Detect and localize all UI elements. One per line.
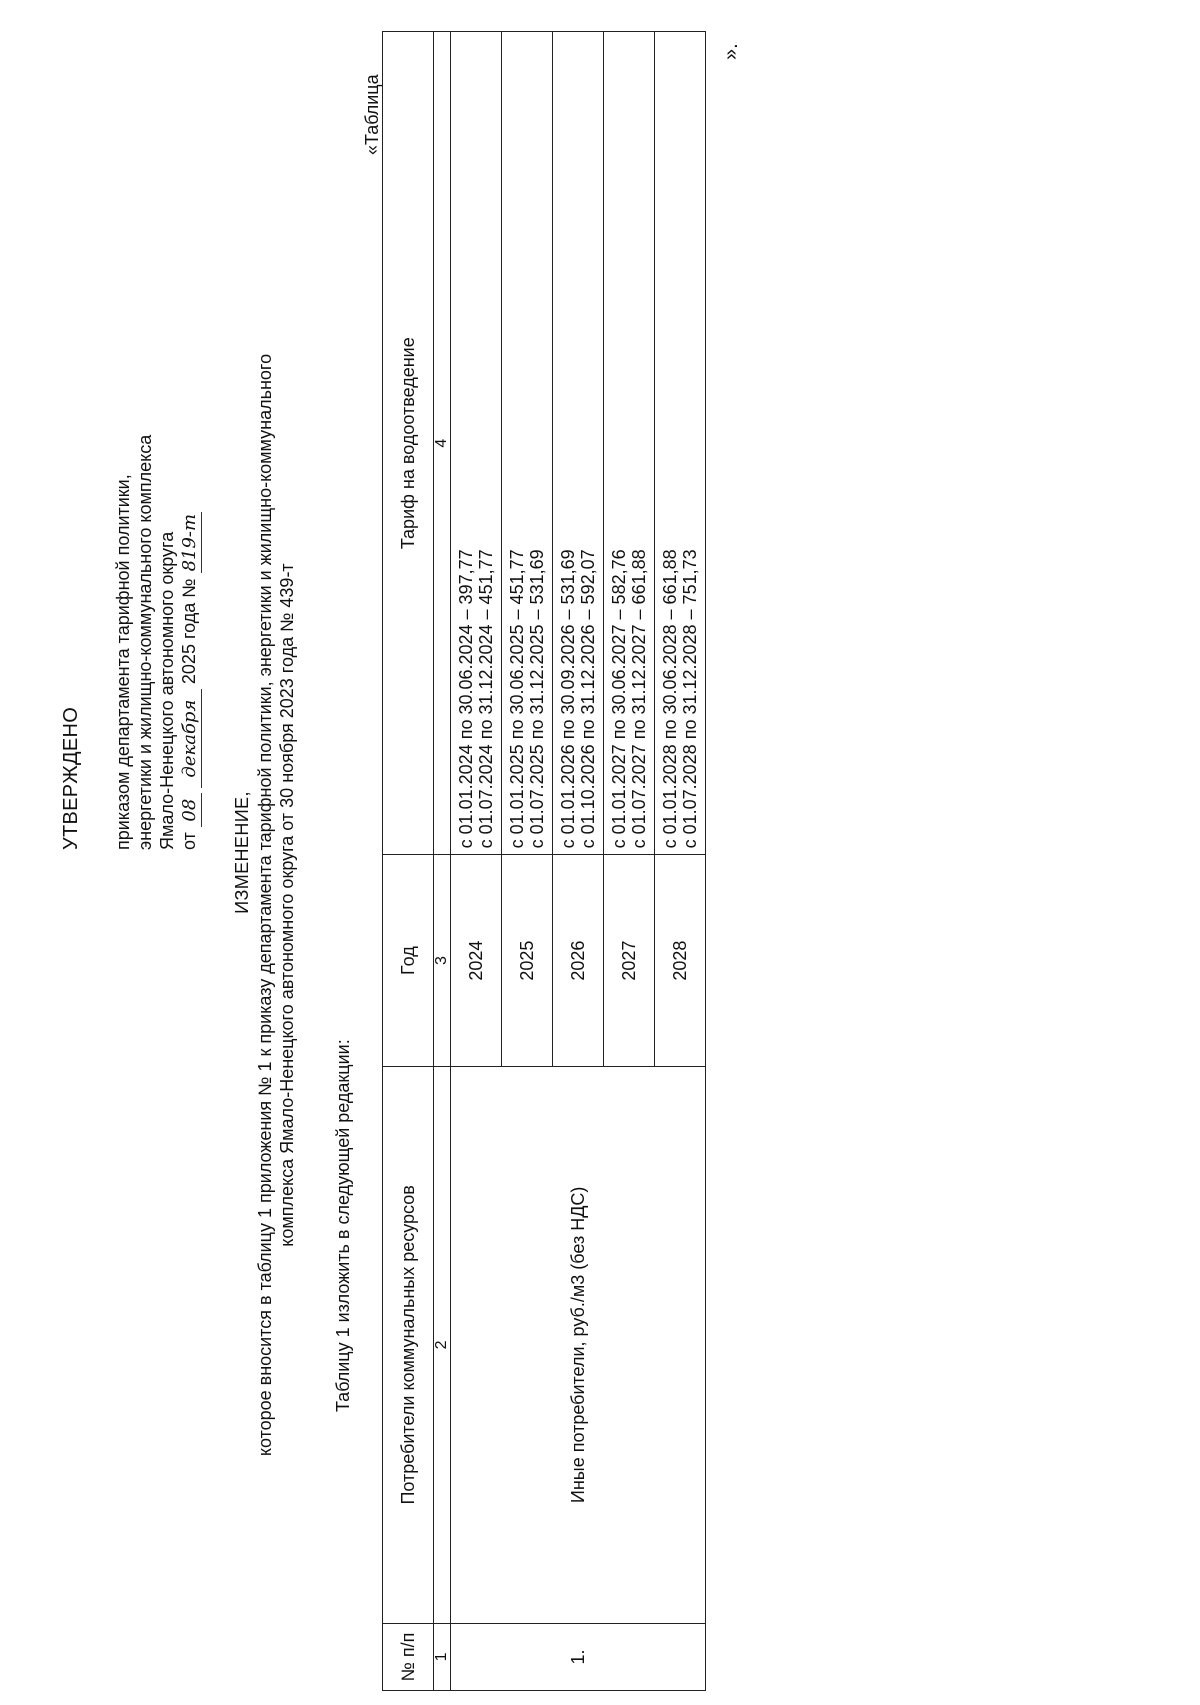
approval-order-block <box>112 250 202 850</box>
column-number-row <box>434 32 451 1691</box>
year-cell: 2028 <box>655 855 706 1066</box>
tariff-cell <box>655 32 706 855</box>
tariff-cell <box>502 32 553 855</box>
change-description <box>254 255 298 1555</box>
year-cell: 2025 <box>502 855 553 1066</box>
tariff-period: с 01.10.2026 по 31.12.2026 – 592,07 <box>578 549 598 849</box>
tariff-period: с 01.07.2024 по 31.12.2024 – 451,77 <box>476 549 496 849</box>
year-cell: 2024 <box>451 855 502 1066</box>
tariff-period: с 01.07.2025 по 31.12.2025 – 531,69 <box>527 549 547 849</box>
row-number-cell: 1. <box>451 1623 706 1690</box>
table-row <box>451 32 502 1691</box>
change-heading: ИЗМЕНЕНИЕ, <box>232 791 252 914</box>
tariff-period: с 01.01.2026 по 30.09.2026 – 531,69 <box>558 549 578 849</box>
tariff-cell <box>553 32 604 855</box>
order-line-2: энергетики и жилищно-коммунального комплекса <box>135 434 155 850</box>
column-number-3: 3 <box>434 855 451 1066</box>
change-description-line-2: комплекса Ямало-Ненецкого автономного округа от 30 ноября 2023 года № 439-т <box>277 563 297 1247</box>
order-line-3: Ямало-Ненецкого автономного округа <box>157 531 177 850</box>
tariff-period: с 01.07.2028 по 31.12.2028 – 751,73 <box>680 549 700 849</box>
order-number-handwritten: 819-т <box>179 513 200 572</box>
header-consumers: Потребители коммунальных ресурсов <box>383 1066 434 1623</box>
date-year-text: 2025 года № <box>179 578 199 685</box>
column-number-4: 4 <box>434 32 451 855</box>
closing-quote-mark: ». <box>720 43 742 60</box>
tariff-cell <box>604 32 655 855</box>
date-month-handwritten: декабря <box>179 689 202 788</box>
tariff-period: с 01.07.2027 по 31.12.2027 – 661,88 <box>629 549 649 849</box>
instruction-text: Таблицу 1 изложить в следующей редакции: <box>333 1039 353 1412</box>
approved-title: УТВЕРЖДЕНО <box>60 706 82 850</box>
tariff-table <box>382 31 706 1691</box>
tariff-period: с 01.01.2027 по 30.06.2027 – 582,76 <box>609 549 629 849</box>
change-description-line-1: которое вносится в таблицу 1 приложения № 1 к приказу департамента тарифной политики, энергетики и жилищно-коммунального <box>255 353 275 1457</box>
header-number: № п/п <box>383 1623 434 1690</box>
header-tariff: Тариф на водоотведение <box>383 32 434 855</box>
table-label: «Таблица <box>362 74 382 155</box>
column-number-1: 1 <box>434 1623 451 1690</box>
header-year: Год <box>383 855 434 1066</box>
tariff-period: с 01.01.2025 по 30.06.2025 – 451,77 <box>507 549 527 849</box>
column-number-2: 2 <box>434 1066 451 1623</box>
tariff-period: с 01.01.2028 по 30.06.2028 – 661,88 <box>660 549 680 849</box>
year-cell: 2026 <box>553 855 604 1066</box>
year-cell: 2027 <box>604 855 655 1066</box>
date-prefix: от <box>179 832 199 850</box>
consumer-cell: Иные потребители, руб./м3 (без НДС) <box>451 1066 706 1623</box>
tariff-cell <box>451 32 502 855</box>
date-day-handwritten: 08 <box>179 793 202 827</box>
order-line-1: приказом департамента тарифной политики, <box>113 474 133 850</box>
table-header-row <box>383 32 434 1691</box>
tariff-period: с 01.01.2024 по 30.06.2024 – 397,77 <box>456 549 476 849</box>
order-date-line <box>178 250 202 850</box>
